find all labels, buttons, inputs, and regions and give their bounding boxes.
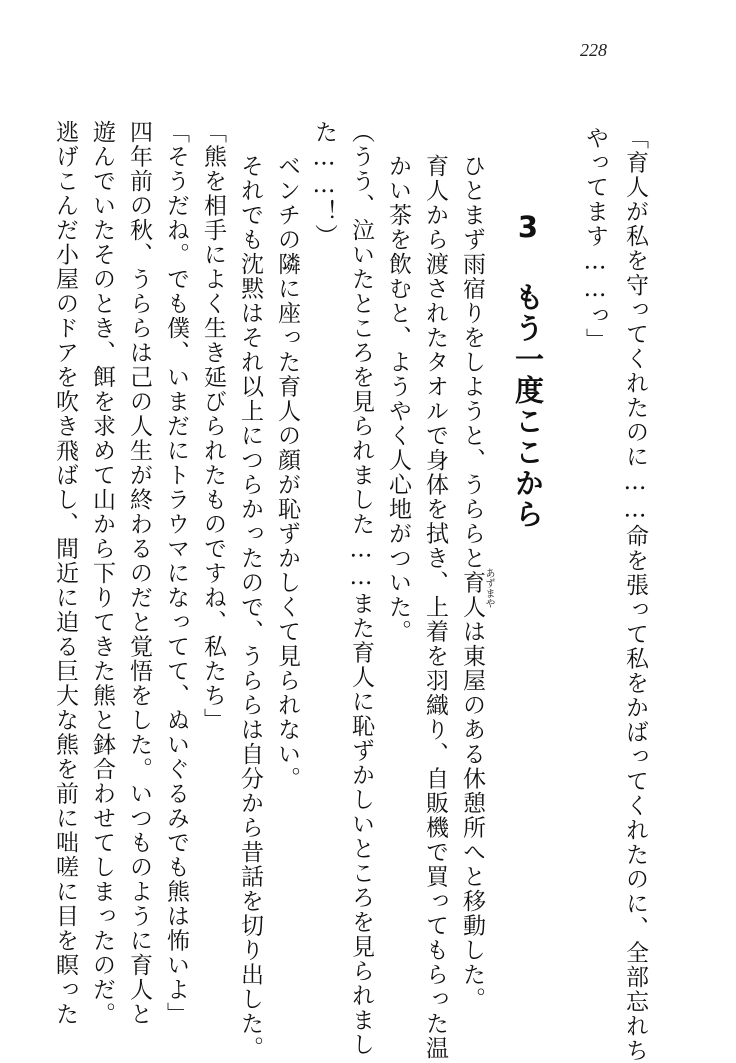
section-heading: 3 もう一度ここから xyxy=(511,210,545,530)
ruby-reading: あずまや xyxy=(483,568,494,608)
text-column: ベンチの隣に座った育人の顔が恥ずかしくて見られない。 xyxy=(274,154,300,791)
page-number: 228 xyxy=(580,40,607,60)
text-column: 育人から渡されたタオルで身体を拭き、上着を羽織り、自販機で買ってもらった温 xyxy=(422,154,448,1061)
text-column: 逃げこんだ小屋のドアを吹き飛ばし、間近に迫る巨大な熊を前に咄嗟に目を瞑った xyxy=(52,120,78,1027)
text-column: 「そうだね。でも僕、いまだにトラウマになってて、ぬいぐるみでも熊は怖いよ」 xyxy=(163,120,189,1027)
text-column: かい茶を飲むと、ようやく人心地がついた。 xyxy=(385,154,411,644)
text-column: ひとまず雨宿りをしようと、うららと育人は東屋のある休憩所へと移動した。 xyxy=(459,154,485,1012)
text-column: それでも沈黙はそれ以上につらかったので、うららは自分から昔話を切り出した。 xyxy=(237,154,263,1061)
text-column: た……！） xyxy=(311,120,337,249)
text-column: 「熊を相手によく生き延びられたものですね、私たち」 xyxy=(200,120,226,733)
text-column: 「育人が私を守ってくれたのに……命を張って私をかばってくれたのに、全部忘れち xyxy=(622,126,648,1063)
text-column: やってます……っ」 xyxy=(582,126,608,353)
text-column: 四年前の秋、うららは己の人生が終わるのだと覚悟をした。いつものように育人と xyxy=(126,120,152,1027)
text-column: 遊んでいたそのとき、餌を求めて山から下りてきた熊と鉢合わせてしまったのだ。 xyxy=(89,120,115,1027)
text-column: （うう、泣いたところを見られました……また育人に恥ずかしいところを見られまし xyxy=(348,120,374,1057)
